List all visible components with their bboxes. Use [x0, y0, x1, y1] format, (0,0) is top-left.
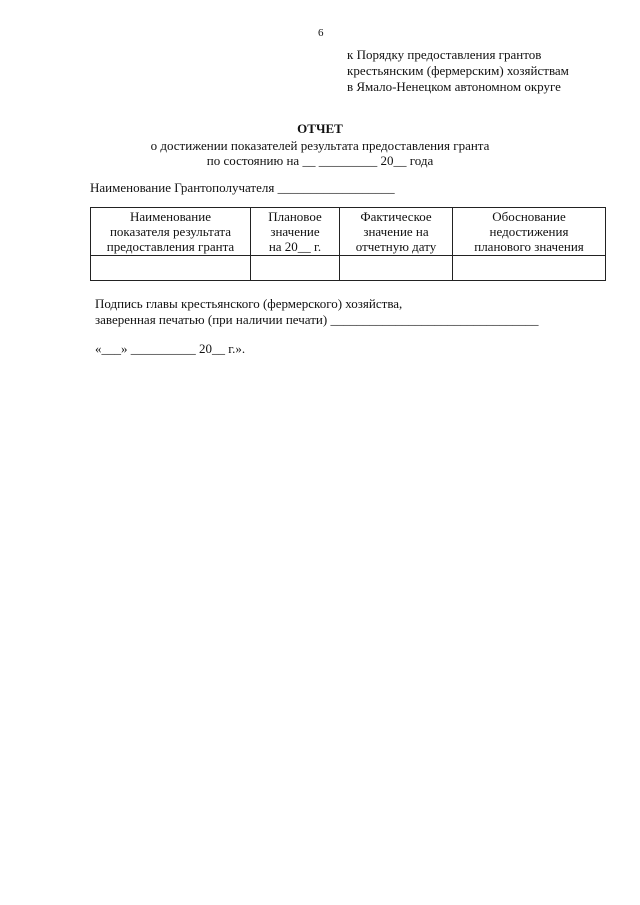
table-header-planned-value: Плановое значение на 20__ г.	[251, 208, 340, 256]
table-cell-actual-value	[340, 256, 453, 281]
report-subtitle-line-2: по состоянию на __ _________ 20__ года	[206, 153, 434, 168]
table-header-indicator: Наименование показателя результата предоставления гранта	[91, 208, 251, 256]
grantee-name-line: Наименование Грантополучателя __________________	[90, 180, 395, 195]
report-title: ОТЧЕТ	[297, 121, 343, 136]
report-subtitle-line-1: о достижении показателей результата предоставления гранта	[150, 138, 490, 153]
page-number: 6	[318, 27, 324, 39]
signature-line-1: Подпись главы крестьянского (фермерского) хозяйства,	[95, 296, 403, 311]
appendix-reference	[347, 47, 569, 95]
table-header-row	[91, 208, 606, 256]
table-row	[91, 256, 606, 281]
signature-block	[95, 296, 538, 328]
appendix-line-2: крестьянским (фермерским) хозяйствам	[347, 63, 569, 78]
table-cell-justification	[453, 256, 606, 281]
date-line: «___» __________ 20__ г.».	[95, 341, 246, 356]
signature-line-2: заверенная печатью (при наличии печати) ________________________________	[95, 312, 539, 327]
appendix-line-3: в Ямало-Ненецком автономном округе	[347, 79, 561, 94]
table-header-actual-value: Фактическое значение на отчетную дату	[340, 208, 453, 256]
table-cell-planned-value	[251, 256, 340, 281]
report-table	[90, 207, 606, 281]
appendix-line-1: к Порядку предоставления грантов	[347, 47, 542, 62]
table-header-justification: Обоснование недостижения планового значения	[453, 208, 606, 256]
table-cell-indicator	[91, 256, 251, 281]
report-subtitle	[0, 138, 640, 168]
